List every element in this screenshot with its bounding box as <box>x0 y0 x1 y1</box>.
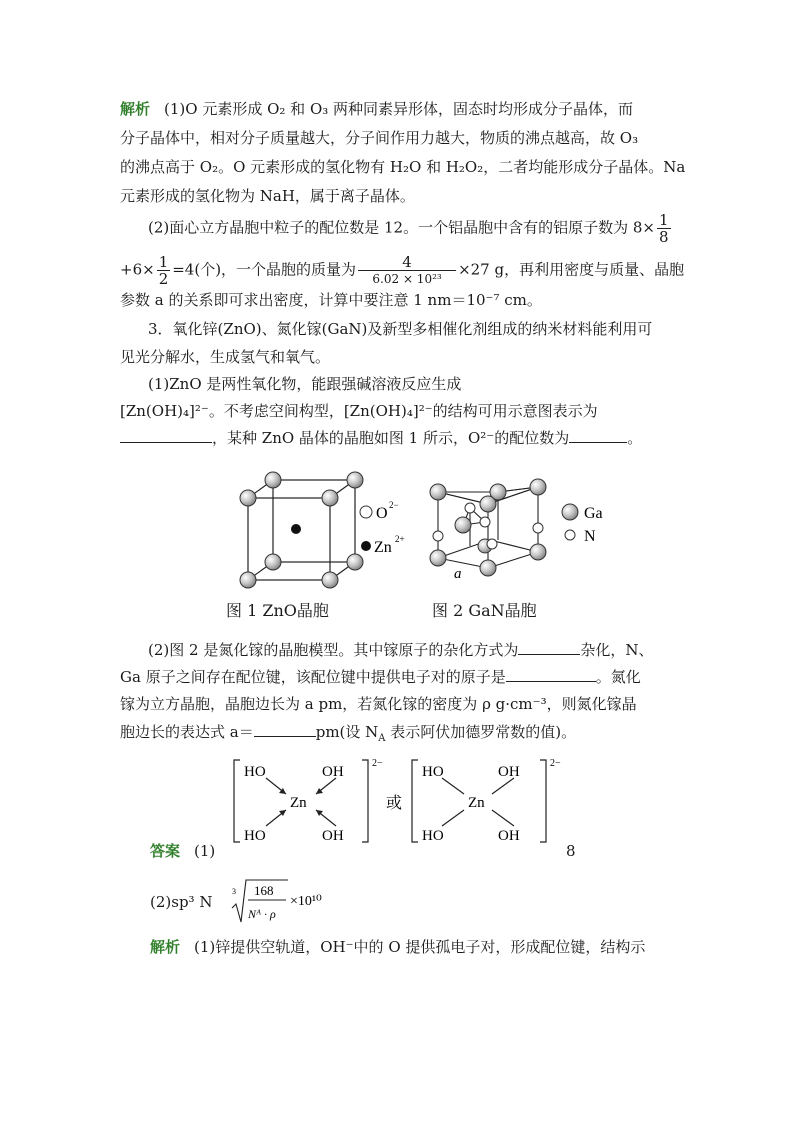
text: ，某种 ZnO 晶体的晶胞如图 1 所示，O²⁻的配位数为 <box>212 429 570 447</box>
answer-eight: 8 <box>566 842 576 860</box>
text: (1)O 元素形成 O₂ 和 O₃ 两种同素异形体，固态时均形成分子晶体，而 <box>164 100 634 118</box>
text: +6× <box>120 260 155 279</box>
analysis-label: 解析 <box>150 938 181 956</box>
answer-blank-coordination[interactable] <box>569 428 627 443</box>
ho-label: HO <box>244 764 266 780</box>
oh-label: OH <box>322 764 344 780</box>
subscript: A <box>378 733 386 744</box>
zinc-legend-label: Zn <box>374 539 392 556</box>
ho-label: HO <box>422 828 444 844</box>
cube-root-expression <box>228 874 348 926</box>
text: 。 <box>627 429 643 447</box>
analysis-para2-line1 <box>148 212 704 245</box>
fraction-1-8 <box>657 212 671 245</box>
fraction-1-2 <box>157 254 171 287</box>
q3-line1: 3．氧化锌(ZnO)、氮化镓(GaN)及新型多相催化剂组成的纳米材料能利用可 <box>148 320 653 338</box>
ho-label: HO <box>422 764 444 780</box>
text: 。氮化 <box>595 668 641 686</box>
text: Ga 原子之间存在配位键，该配位键中提供电子对的原子是 <box>120 668 506 686</box>
analysis-label: 解析 <box>120 100 151 118</box>
q3-2-line2 <box>120 663 676 692</box>
or-label: 或 <box>386 795 403 812</box>
ho-label: HO <box>244 828 266 844</box>
numerator: 1 <box>659 211 669 229</box>
q3-2-line1 <box>148 636 704 665</box>
numerator: 1 <box>158 253 169 271</box>
nitrogen-legend-label: N <box>584 528 596 545</box>
text: (1)锌提供空轨道，OH⁻中的 O 提供孤电子对，形成配位键，结构示 <box>194 938 646 956</box>
q3-line3: (1)ZnO 是两性氧化物，能跟强碱溶液反应生成 <box>148 375 462 393</box>
gallium-legend-icon <box>562 504 578 520</box>
text: (2)面心立方晶胞中粒子的配位数是 12。一个铝晶胞中含有的铝原子数为 8× <box>148 218 655 237</box>
analysis-para1-line1 <box>120 95 676 124</box>
root-index: 3 <box>232 887 236 896</box>
text: 胞边长的表达式 a＝ <box>120 723 254 741</box>
zn-center-label: Zn <box>290 795 307 811</box>
text: ×27 g，再利用密度与质量、晶胞 <box>458 260 685 279</box>
nitrogen-legend-icon <box>565 530 575 540</box>
answer-blank-hybridization[interactable] <box>518 640 580 655</box>
zinc-legend-icon <box>361 541 371 551</box>
analysis-para1-line3: 的沸点高于 O₂。O 元素形成的氢化物有 H₂O 和 H₂O₂，二者均能形成分子晶体。Na <box>120 158 686 176</box>
fraction-mass <box>358 254 456 287</box>
oh-label: OH <box>498 764 520 780</box>
zno-unit-cell <box>248 480 355 580</box>
charge-label: 2− <box>550 758 561 769</box>
q3-line5 <box>120 424 676 453</box>
oh-label: OH <box>498 828 520 844</box>
zno-oxygen-ions <box>240 472 363 588</box>
text: (1) <box>194 842 216 860</box>
answer-part2: (2)sp³ N <box>150 893 213 911</box>
denominator-na-rho: Nᴬ · ρ <box>248 907 276 921</box>
analysis-para1-line4: 元素形成的氢化物为 NaH，属于离子晶体。 <box>120 187 415 205</box>
analysis-para2-line2 <box>120 253 685 288</box>
oxygen-charge: 2− <box>389 500 399 510</box>
answer-label: 答案 <box>150 842 181 860</box>
zn-ion <box>291 524 301 534</box>
q3-2-line4 <box>120 718 676 747</box>
zinc-hydroxide-structures <box>226 754 596 850</box>
figure1-caption: 图 1 ZnO晶胞 <box>226 601 329 620</box>
analysis-para1-line2: 分子晶体中，相对分子质量越大，分子间作用力越大，物质的沸点越高，故 O₃ <box>120 129 639 147</box>
text: 表示阿伏加德罗常数的值)。 <box>385 723 577 741</box>
charge-label: 2− <box>372 758 383 769</box>
denominator: 8 <box>659 228 669 246</box>
q3-line4: [Zn(OH)₄]²⁻。不考虑空间构型，[Zn(OH)₄]²⁻的结构可用示意图表示为 <box>120 402 598 420</box>
denominator: 2 <box>158 270 169 288</box>
answer-blank-edge-length[interactable] <box>254 722 316 737</box>
analysis-para2-line3: 参数 a 的关系即可求出密度，计算中要注意 1 nm＝10⁻⁷ cm。 <box>120 291 542 309</box>
numerator: 4 <box>358 254 456 271</box>
text: (2)图 2 是氮化镓的晶胞模型。其中镓原子的杂化方式为 <box>148 641 519 659</box>
text: 杂化，N、 <box>580 641 654 659</box>
lattice-a-label: a <box>454 566 462 582</box>
oh-label: OH <box>322 828 344 844</box>
oxygen-legend-icon <box>360 506 372 518</box>
analysis2-line1 <box>150 933 706 962</box>
gallium-legend-label: Ga <box>584 505 603 522</box>
times-ten-power: ×10¹⁰ <box>290 894 322 909</box>
q3-line2: 见光分解水，生成氢气和氧气。 <box>120 348 331 366</box>
figure2-caption: 图 2 GaN晶胞 <box>432 601 537 620</box>
answer-line1 <box>150 837 706 866</box>
text: pm(设 N <box>315 723 379 741</box>
denominator: 6.02 × 10²³ <box>372 272 442 286</box>
zinc-charge: 2+ <box>395 534 405 544</box>
zn-center-label: Zn <box>468 795 485 811</box>
oxygen-legend-label: O <box>376 505 388 522</box>
text: =4(个)，一个晶胞的质量为 <box>172 260 357 279</box>
answer-blank-structure[interactable] <box>120 428 212 443</box>
numerator-168: 168 <box>254 883 274 898</box>
q3-2-line3: 镓为立方晶胞，晶胞边长为 a pm，若氮化镓的密度为 ρ g·cm⁻³，则氮化镓晶 <box>120 695 637 713</box>
answer-blank-donor-atom[interactable] <box>506 667 596 682</box>
